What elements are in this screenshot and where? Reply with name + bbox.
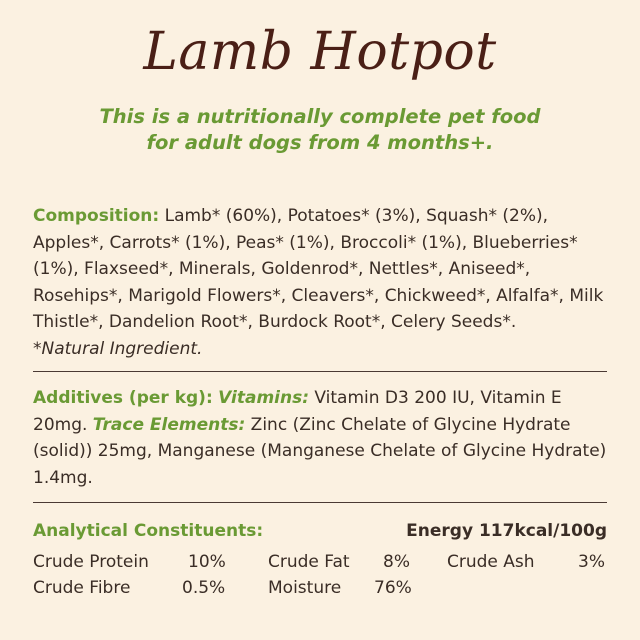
vitamins-text: Vitamin D3 200 IU, Vitamin E 20mg.: [33, 388, 562, 435]
description-line-1: This is a nutritionally complete pet food: [99, 105, 541, 128]
crude-ash-value: 3%: [578, 552, 605, 572]
crude-fat-label: Crude Fat: [268, 552, 350, 572]
crude-fibre-value: 0.5%: [182, 578, 226, 598]
crude-protein-label: Crude Protein: [33, 552, 149, 572]
product-description: [60, 104, 580, 156]
vitamins-label: Vitamins:: [218, 388, 309, 408]
crude-ash-label: Crude Ash: [447, 552, 535, 572]
description-line-2: for adult dogs from 4 months+.: [146, 131, 494, 154]
energy-value: Energy 117kcal/100g: [406, 521, 607, 541]
moisture-value: 76%: [374, 578, 412, 598]
analytical-label: Analytical Constituents:: [33, 521, 264, 541]
divider: [33, 502, 607, 503]
product-title: Lamb Hotpot: [143, 22, 497, 82]
composition-text: Lamb* (60%), Potatoes* (3%), Squash* (2%), Apples*, Carrots* (1%), Peas* (1%), Broccoli* (1%), Blueberries* (1%), Flaxseed*, Minerals, Goldenrod*, Nettles*, Aniseed*, Rosehips*, Marigold Flowers*, Cleavers*, Chickweed*, Alfalfa*, Milk Thistle*, Dandelion Root*, Burdock Root*, Celery Seeds*.: [33, 206, 604, 332]
trace-elements-text: Zinc (Zinc Chelate of Glycine Hydrate (solid)) 25mg, Manganese (Manganese Chelate of Glycine Hydrate) 1.4mg.: [33, 414, 607, 488]
trace-elements-label: Trace Elements:: [92, 414, 246, 435]
composition-section: [33, 203, 611, 362]
divider: [33, 371, 607, 372]
crude-fat-value: 8%: [383, 552, 410, 572]
analytical-header: [33, 518, 607, 544]
natural-ingredient-note: *Natural Ingredient.: [33, 338, 203, 359]
additives-section: [33, 385, 611, 491]
crude-fibre-label: Crude Fibre: [33, 578, 131, 598]
moisture-label: Moisture: [268, 578, 342, 598]
crude-protein-value: 10%: [188, 552, 226, 572]
additives-label: Additives (per kg):: [33, 388, 213, 408]
composition-label: Composition:: [33, 206, 160, 226]
